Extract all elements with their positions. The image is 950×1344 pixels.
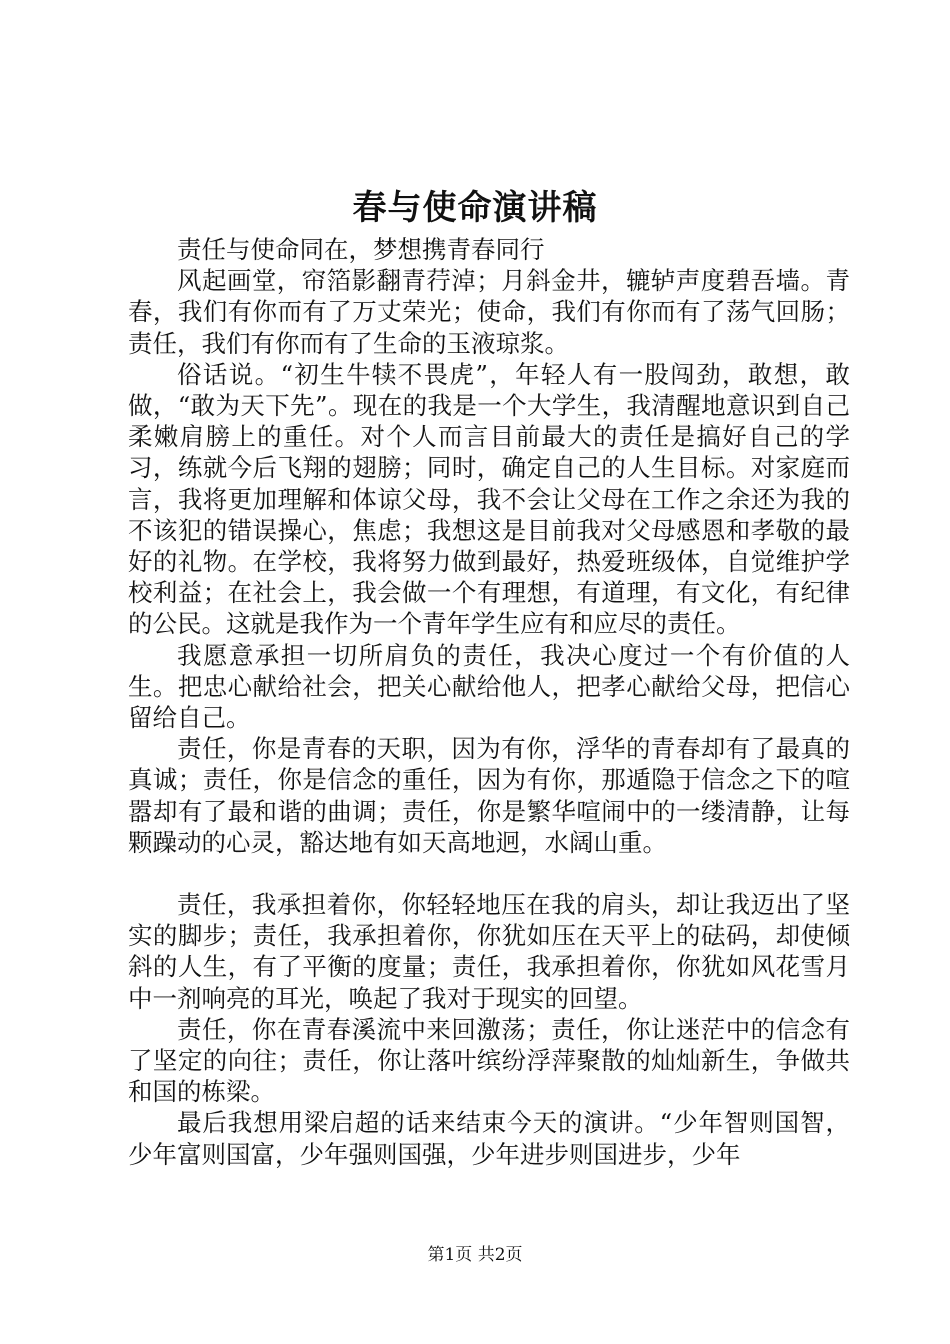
paragraph-subtitle: 责任与使命同在，梦想携青春同行 [177,235,545,264]
paragraph-2: 俗话说。“初生牛犊不畏虎”，年轻人有一股闯劲，敢想，敢做，“敢为天下先”。现在的我是一个大学生，我清醒地意识到自己柔嫩肩膀上的重任。对个人而言目前最大的责任是搞好自己的学习，练就今后飞翔的翅膀；同时，确定自己的人生目标。对家庭而言，我将更加理解和体谅父母，我不会让父母在工作之余还为我的不该犯的错误操心，焦虑；我想这是目前我对父母感恩和孝敬的最好的礼物。在学校，我将努力做到最好，热爱班级体，自觉维护学校利益；在社会上，我会做一个有理想，有道理，有文化，有纪律的公民。这就是我作为一个青年学生应有和应尽的责任。 [128,359,850,639]
blank-line [128,858,850,889]
document-body [128,234,850,1170]
paragraph-6: 责任，你在青春溪流中来回激荡；责任，你让迷茫中的信念有了坚定的向往；责任，你让落叶缤纷浮萍聚散的灿灿新生，争做共和国的栋梁。 [128,1014,850,1107]
paragraph-4: 责任，你是青春的天职，因为有你，浮华的青春却有了最真的真诚；责任，你是信念的重任，因为有你，那遁隐于信念之下的喧嚣却有了最和谐的曲调；责任，你是繁华喧闹中的一缕清静，让每颗躁动的心灵，豁达地有如天高地迥，水阔山重。 [128,734,850,857]
paragraph-3: 我愿意承担一切所肩负的责任，我决心度过一个有价值的人生。把忠心献给社会，把关心献给他人，把孝心献给父母，把信心留给自己。 [128,640,850,733]
paragraph-7: 最后我想用梁启超的话来结束今天的演讲。“少年智则国智，少年富则国富，少年强则国强，少年进步则国进步，少年 [128,1108,850,1169]
document-title: 春与使命演讲稿 [352,188,598,228]
paragraph-1: 风起画堂，帘箔影翻青荇淖；月斜金井，辘轳声度碧吾墙。青春，我们有你而有了万丈荣光；使命，我们有你而有了荡气回肠；责任，我们有你而有了生命的玉液琼浆。 [128,266,850,358]
paragraph-5: 责任，我承担着你，你轻轻地压在我的肩头，却让我迈出了坚实的脚步；责任，我承担着你，你犹如压在天平上的砝码，却使倾斜的人生，有了平衡的度量；责任，我承担着你，你犹如风花雪月中一剂响亮的耳光，唤起了我对于现实的回望。 [128,890,850,1013]
page-footer: 第1页 共2页 [427,1245,523,1265]
